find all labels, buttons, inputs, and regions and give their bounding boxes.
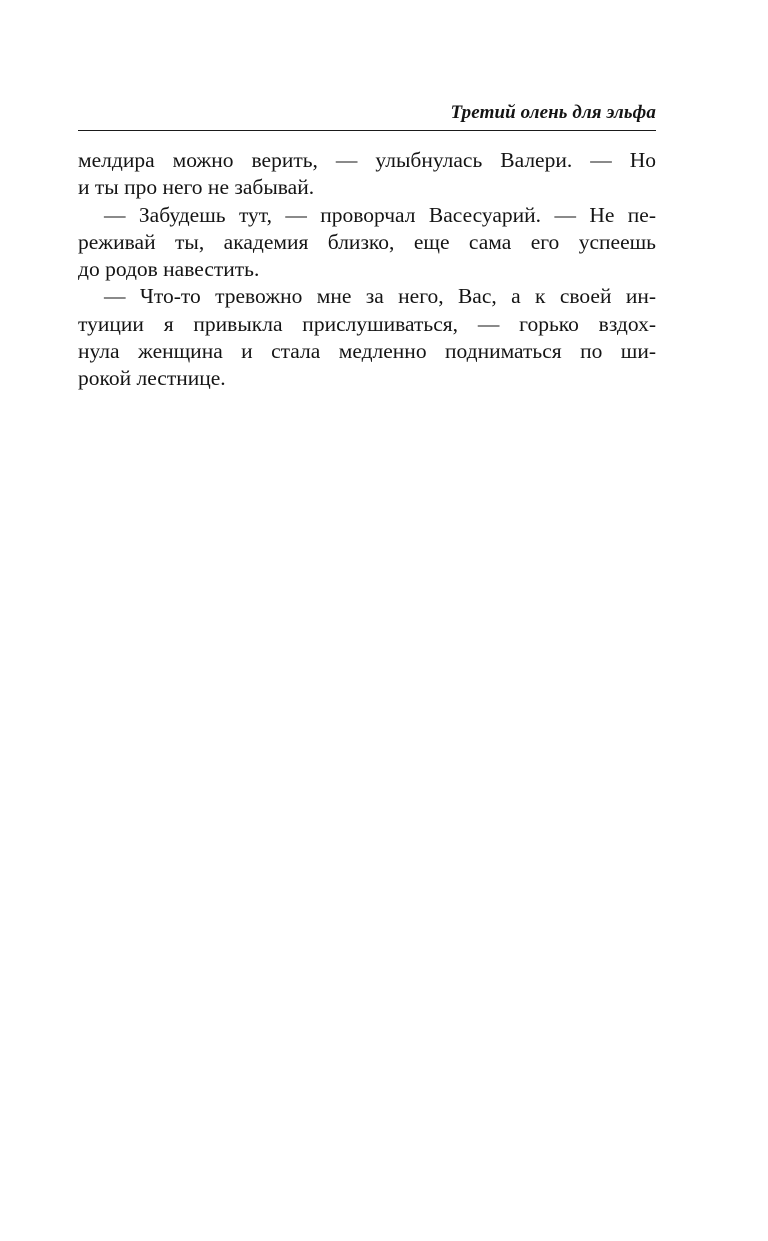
text-line: рокой лестнице. [78,366,226,391]
text-line: — Что-то тревожно мне за него, Вас, а к своей ин- [104,284,656,309]
text-line: мелдира можно верить, — улыбнулась Валери. — Но [78,148,656,172]
running-title: Третий олень для эльфа [450,102,656,123]
text-line: реживай ты, академия близко, еще сама его успеешь [78,229,656,254]
text-line: нула женщина и стала медленно подниматься по ши- [78,339,656,364]
text-line: — Забудешь тут, — проворчал Васесуарий. — Не пе- [104,202,656,227]
running-header [78,100,656,131]
text-line: туиции я привыкла прислушиваться, — горько вздох- [78,311,656,336]
body-text [78,147,656,393]
text-line: до родов навестить. [78,257,260,282]
text-line: и ты про него не забывай. [78,175,315,200]
